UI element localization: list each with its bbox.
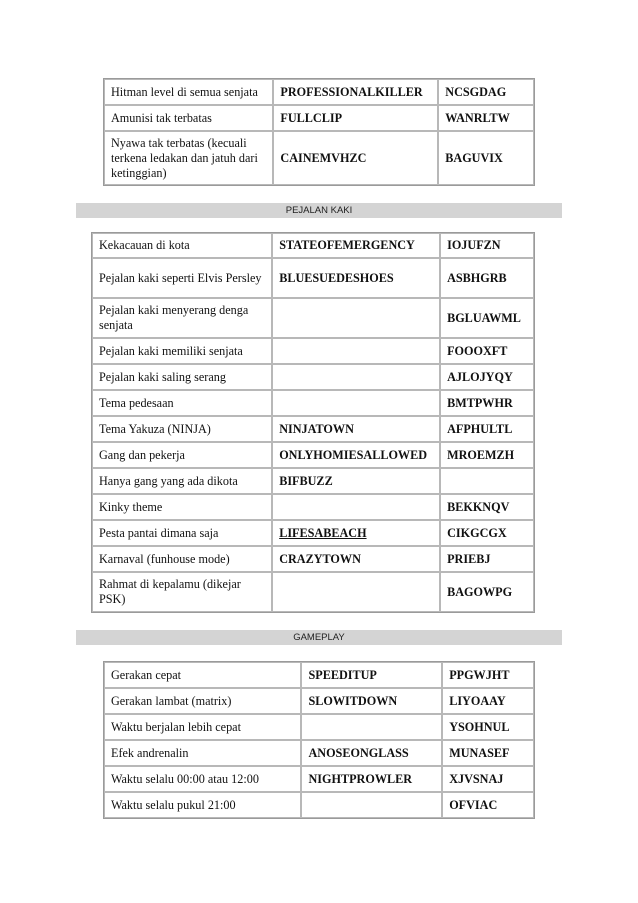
- cheat-code-alt: BAGOWPG: [440, 572, 534, 612]
- cheat-code-alt: YSOHNUL: [442, 714, 534, 740]
- cheat-code-alt: WANRLTW: [438, 105, 534, 131]
- cheat-code: NINJATOWN: [272, 416, 440, 442]
- table-row: [104, 740, 534, 766]
- cheat-code-alt: BEKKNQV: [440, 494, 534, 520]
- table-row: [104, 105, 534, 131]
- table-row: [104, 662, 534, 688]
- cheat-code-alt: BAGUVIX: [438, 131, 534, 185]
- cheat-code-alt: IOJUFZN: [440, 233, 534, 258]
- cheat-code-alt: [440, 468, 534, 494]
- cheat-description: Efek andrenalin: [104, 740, 301, 766]
- table-row: [92, 338, 534, 364]
- cheat-code-alt: MUNASEF: [442, 740, 534, 766]
- cheat-code-alt: AFPHULTL: [440, 416, 534, 442]
- cheat-description: Tema Yakuza (NINJA): [92, 416, 272, 442]
- table-row: [104, 688, 534, 714]
- cheat-description: Rahmat di kepalamu (dikejar PSK): [92, 572, 272, 612]
- table-row: [92, 258, 534, 298]
- table-row: [92, 233, 534, 258]
- table-row: [92, 494, 534, 520]
- section-heading-pejalan-kaki: PEJALAN KAKI: [76, 203, 562, 218]
- cheat-code: [301, 792, 442, 818]
- cheat-code-alt: FOOOXFT: [440, 338, 534, 364]
- table-row: [92, 298, 534, 338]
- cheat-code: BLUESUEDESHOES: [272, 258, 440, 298]
- table-row: [92, 364, 534, 390]
- cheat-code: FULLCLIP: [273, 105, 438, 131]
- cheat-code: STATEOFEMERGENCY: [272, 233, 440, 258]
- table-row: [92, 546, 534, 572]
- cheat-description: Tema pedesaan: [92, 390, 272, 416]
- cheat-description: Waktu berjalan lebih cepat: [104, 714, 301, 740]
- table-row: [104, 131, 534, 185]
- table-row: [104, 714, 534, 740]
- cheat-code-alt: OFVIAC: [442, 792, 534, 818]
- cheat-description: Amunisi tak terbatas: [104, 105, 273, 131]
- cheat-code-alt: MROEMZH: [440, 442, 534, 468]
- table-row: [92, 520, 534, 546]
- table-row: [92, 416, 534, 442]
- cheat-description: Kinky theme: [92, 494, 272, 520]
- cheat-description: Gerakan cepat: [104, 662, 301, 688]
- table-row: [92, 442, 534, 468]
- cheat-code: ANOSEONGLASS: [301, 740, 442, 766]
- cheat-code-alt: PRIEBJ: [440, 546, 534, 572]
- cheat-description: Hanya gang yang ada dikota: [92, 468, 272, 494]
- cheat-code-alt: ASBHGRB: [440, 258, 534, 298]
- cheat-description: Gerakan lambat (matrix): [104, 688, 301, 714]
- table-row: [92, 468, 534, 494]
- table-row: [104, 766, 534, 792]
- cheat-code: SLOWITDOWN: [301, 688, 442, 714]
- table-row: [104, 79, 534, 105]
- cheat-description: Pesta pantai dimana saja: [92, 520, 272, 546]
- cheat-code: SPEEDITUP: [301, 662, 442, 688]
- cheat-code: BIFBUZZ: [272, 468, 440, 494]
- cheat-description: Pejalan kaki memiliki senjata: [92, 338, 272, 364]
- cheat-description: Pejalan kaki saling serang: [92, 364, 272, 390]
- cheat-code-alt: AJLOJYQY: [440, 364, 534, 390]
- cheat-code: [272, 298, 440, 338]
- cheat-code-alt: NCSGDAG: [438, 79, 534, 105]
- cheats-table-gameplay: [103, 661, 535, 819]
- table-row: [92, 390, 534, 416]
- section-heading-gameplay: GAMEPLAY: [76, 630, 562, 645]
- cheat-description: Pejalan kaki seperti Elvis Persley: [92, 258, 272, 298]
- cheat-description: Gang dan pekerja: [92, 442, 272, 468]
- cheat-description: Kekacauan di kota: [92, 233, 272, 258]
- cheat-code: [272, 572, 440, 612]
- cheat-code: [272, 338, 440, 364]
- cheat-description: Hitman level di semua senjata: [104, 79, 273, 105]
- cheat-description: Karnaval (funhouse mode): [92, 546, 272, 572]
- cheat-code: ONLYHOMIESALLOWED: [272, 442, 440, 468]
- cheat-code-alt: PPGWJHT: [442, 662, 534, 688]
- cheats-table-pedestrians: [91, 232, 535, 613]
- cheat-code: [272, 494, 440, 520]
- cheat-description: Nyawa tak terbatas (kecuali terkena ledakan dan jatuh dari ketinggian): [104, 131, 273, 185]
- table-row: [104, 792, 534, 818]
- cheat-code: CRAZYTOWN: [272, 546, 440, 572]
- cheat-code-alt: BMTPWHR: [440, 390, 534, 416]
- cheat-code: LIFESABEACH: [272, 520, 440, 546]
- cheat-code: NIGHTPROWLER: [301, 766, 442, 792]
- cheat-description: Waktu selalu pukul 21:00: [104, 792, 301, 818]
- cheat-description: Pejalan kaki menyerang denga senjata: [92, 298, 272, 338]
- cheat-code-alt: XJVSNAJ: [442, 766, 534, 792]
- cheat-code: CAINEMVHZC: [273, 131, 438, 185]
- cheat-code: [272, 390, 440, 416]
- cheat-code: [272, 364, 440, 390]
- cheat-code-alt: CIKGCGX: [440, 520, 534, 546]
- cheats-table-weapons: [103, 78, 535, 186]
- cheat-code-alt: BGLUAWML: [440, 298, 534, 338]
- cheat-description: Waktu selalu 00:00 atau 12:00: [104, 766, 301, 792]
- cheat-code-alt: LIYOAAY: [442, 688, 534, 714]
- cheat-code: [301, 714, 442, 740]
- table-row: [92, 572, 534, 612]
- cheat-code: PROFESSIONALKILLER: [273, 79, 438, 105]
